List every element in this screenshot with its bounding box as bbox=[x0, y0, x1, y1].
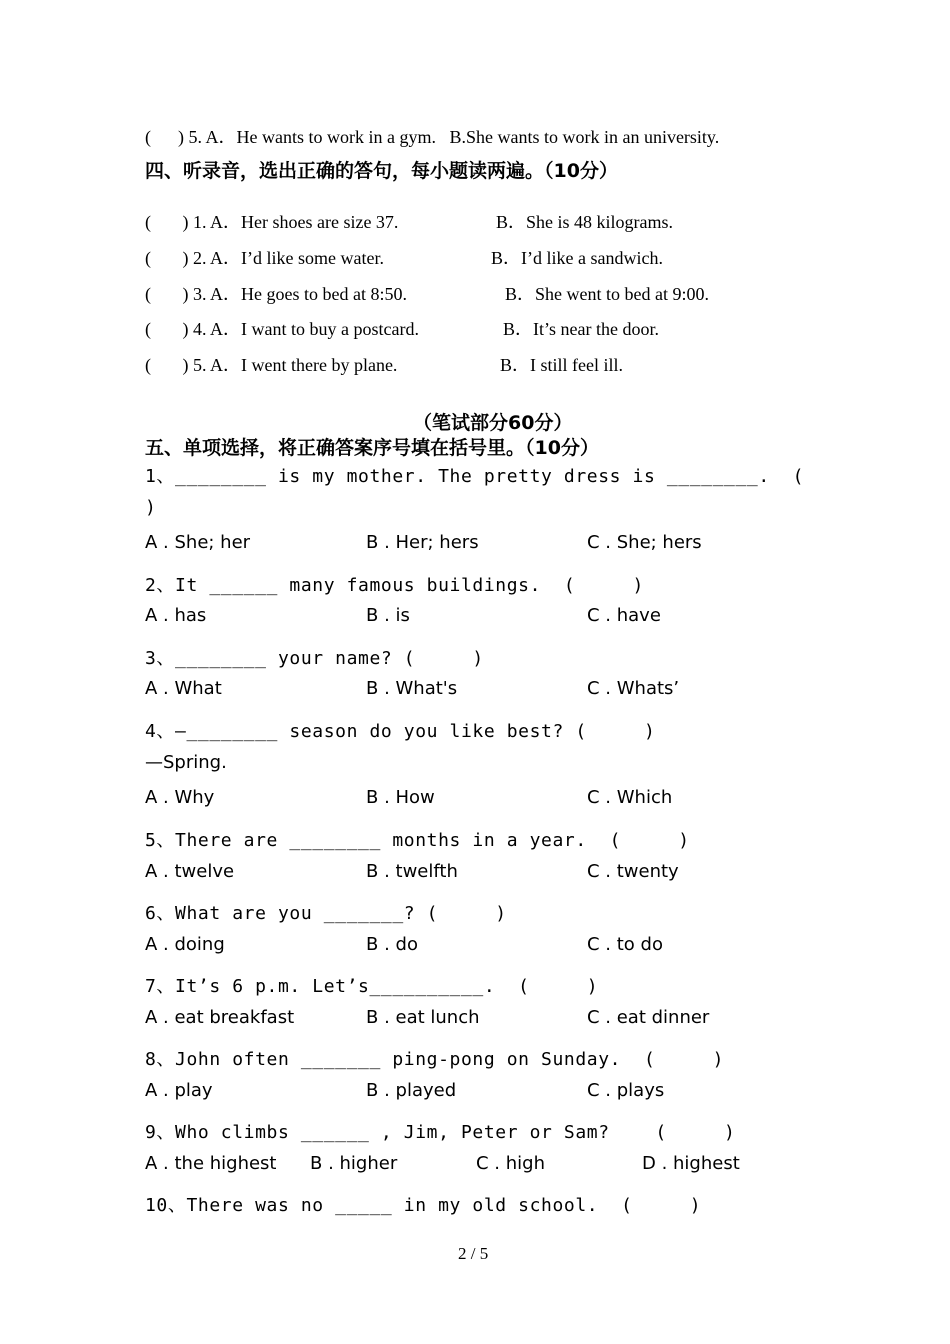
question-5: 5、There are ________ months in a year. ( ) bbox=[145, 830, 690, 851]
q6-option-a: A . doing bbox=[145, 934, 225, 955]
question-8: 8、John often _______ ping-pong on Sunday. ( ) bbox=[145, 1049, 725, 1070]
page-number: 2 / 5 bbox=[458, 1244, 489, 1263]
q3-option-c: C . Whats’ bbox=[587, 678, 680, 699]
listening-q5-line: ( ) 5. A．He wants to work in a gym. B.She wants to work in an university. bbox=[145, 127, 720, 147]
q9-option-a: A . the highest bbox=[145, 1153, 277, 1174]
q4-option-c: C . Which bbox=[587, 787, 673, 808]
question-10: 10、There was no _____ in my old school. ( ) bbox=[145, 1195, 702, 1216]
q5-option-c: C . twenty bbox=[587, 861, 679, 882]
q7-option-c: C . eat dinner bbox=[587, 1007, 710, 1028]
question-3: 3、________ your name? ( ) bbox=[145, 648, 484, 669]
question-1-close-paren: ) bbox=[145, 497, 157, 518]
section4-item-2-b: B．I’d like a sandwich. bbox=[491, 248, 663, 268]
section4-item-1-a: ( ) 1. A．Her shoes are size 37. bbox=[145, 212, 399, 232]
question-4: 4、—________ season do you like best? ( ) bbox=[145, 721, 656, 742]
q9-option-c: C . high bbox=[476, 1153, 545, 1174]
q1-option-c: C . She; hers bbox=[587, 532, 702, 553]
section4-item-3-a: ( ) 3. A．He goes to bed at 8:50. bbox=[145, 284, 407, 304]
q1-option-b: B . Her; hers bbox=[366, 532, 479, 553]
question-9: 9、Who climbs ______ , Jim, Peter or Sam? ( ) bbox=[145, 1122, 736, 1143]
q2-option-c: C . have bbox=[587, 605, 661, 626]
q6-option-b: B . do bbox=[366, 934, 418, 955]
q3-option-b: B . What's bbox=[366, 678, 458, 699]
section4-title: 四、听录音，选出正确的答句，每小题读两遍。（10分） bbox=[145, 160, 618, 182]
q7-option-a: A . eat breakfast bbox=[145, 1007, 295, 1028]
q4-option-a: A . Why bbox=[145, 787, 215, 808]
question-1: 1、________ is my mother. The pretty dress is ________. ( bbox=[145, 466, 805, 487]
section5-title: 五、单项选择，将正确答案序号填在括号里。（10分） bbox=[145, 437, 599, 459]
q8-option-c: C . plays bbox=[587, 1080, 665, 1101]
q2-option-a: A . has bbox=[145, 605, 207, 626]
written-part-heading: （笔试部分60分） bbox=[413, 412, 573, 434]
q7-option-b: B . eat lunch bbox=[366, 1007, 480, 1028]
q8-option-b: B . played bbox=[366, 1080, 457, 1101]
q4-option-b: B . How bbox=[366, 787, 435, 808]
section4-item-4-b: B．It’s near the door. bbox=[503, 319, 659, 339]
section4-item-5-b: B．I still feel ill. bbox=[500, 355, 623, 375]
q9-option-d: D . highest bbox=[642, 1153, 740, 1174]
section4-item-5-a: ( ) 5. A．I went there by plane. bbox=[145, 355, 398, 375]
section4-item-1-b: B．She is 48 kilograms. bbox=[496, 212, 674, 232]
question-2: 2、It ______ many famous buildings. ( ) bbox=[145, 575, 644, 596]
q8-option-a: A . play bbox=[145, 1080, 213, 1101]
question-7: 7、It’s 6 p.m. Let’s__________. ( ) bbox=[145, 976, 599, 997]
section4-item-3-b: B．She went to bed at 9:00. bbox=[505, 284, 709, 304]
q6-option-c: C . to do bbox=[587, 934, 663, 955]
q9-option-b: B . higher bbox=[310, 1153, 398, 1174]
section4-item-4-a: ( ) 4. A．I want to buy a postcard. bbox=[145, 319, 419, 339]
section4-item-2-a: ( ) 2. A．I’d like some water. bbox=[145, 248, 384, 268]
q3-option-a: A . What bbox=[145, 678, 222, 699]
question-6: 6、What are you _______? ( ) bbox=[145, 903, 507, 924]
question-4-answer: —Spring. bbox=[145, 752, 227, 773]
q2-option-b: B . is bbox=[366, 605, 410, 626]
q5-option-b: B . twelfth bbox=[366, 861, 458, 882]
q1-option-a: A . She; her bbox=[145, 532, 251, 553]
q5-option-a: A . twelve bbox=[145, 861, 235, 882]
